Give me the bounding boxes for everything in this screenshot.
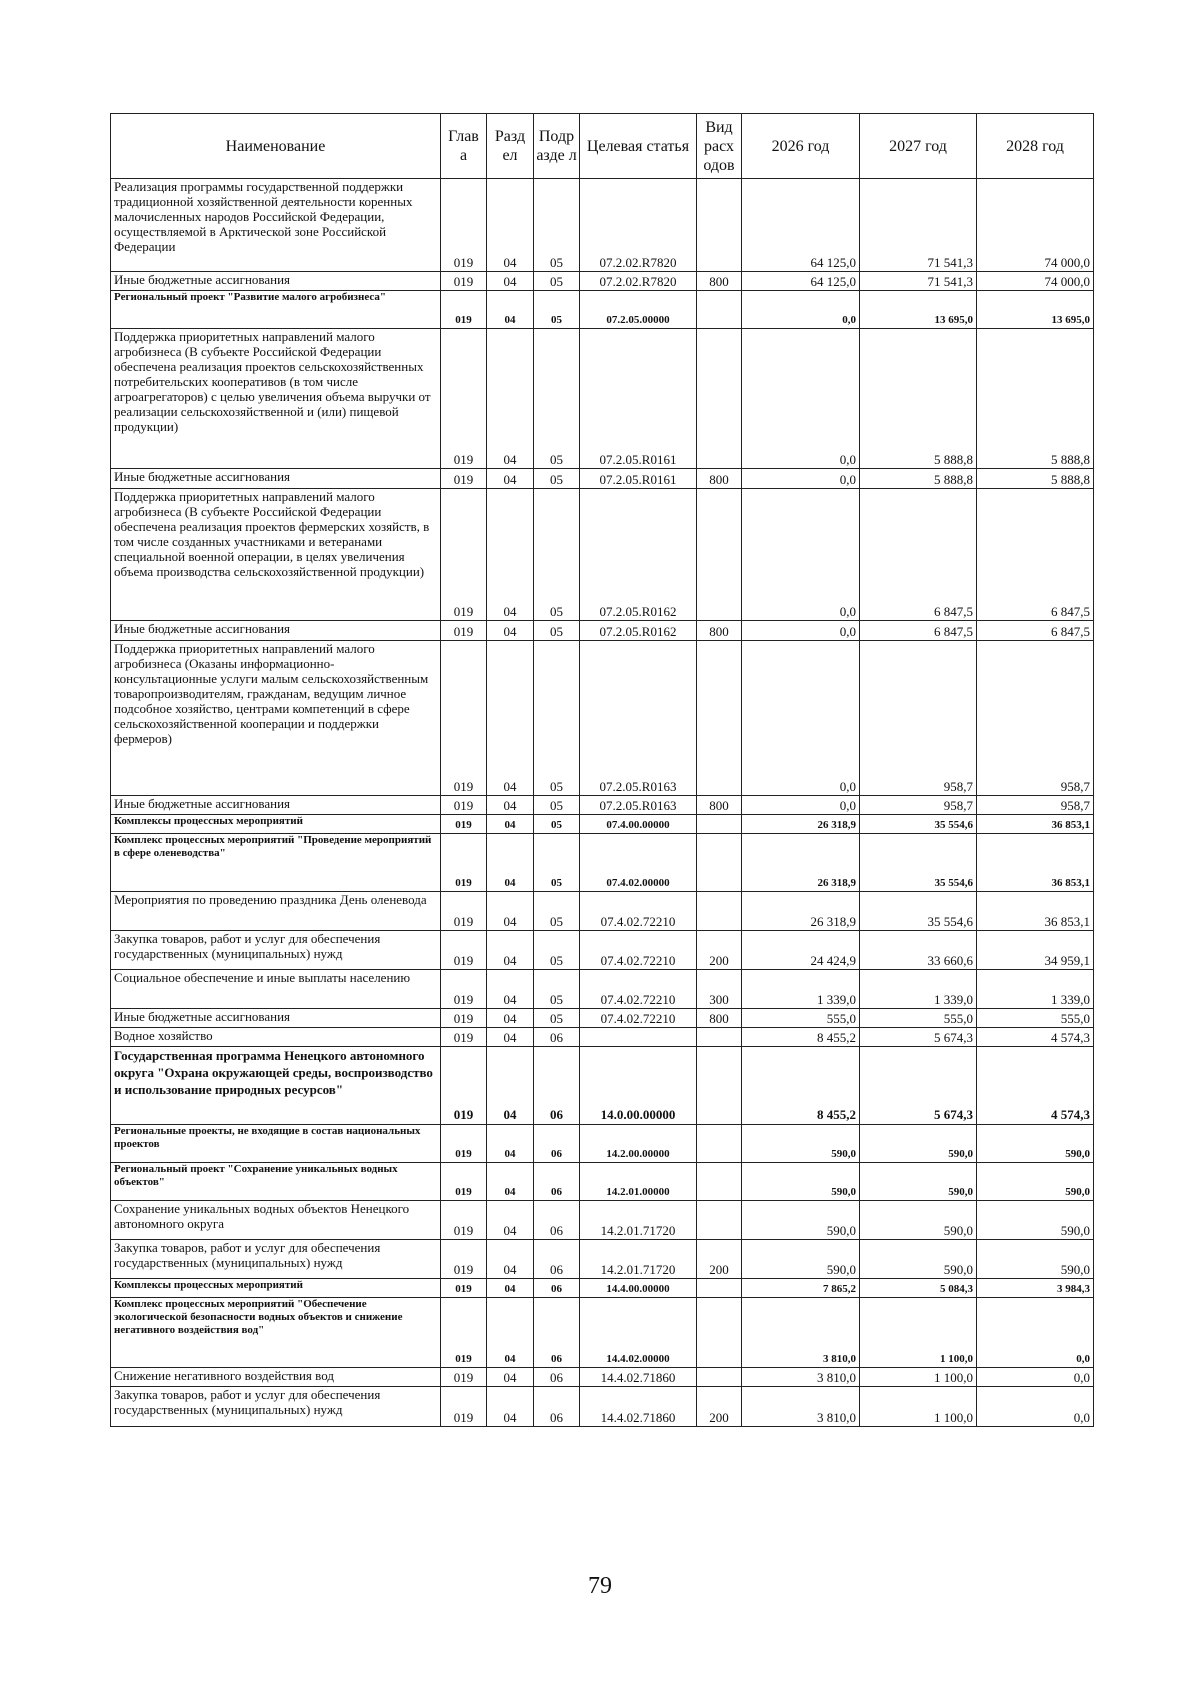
cell-subsection: 05 [534, 469, 580, 489]
cell-subsection: 06 [534, 1163, 580, 1201]
header-name: Наименование [111, 114, 441, 179]
cell-2028: 36 853,1 [977, 834, 1094, 892]
cell-expense [697, 1298, 742, 1368]
cell-2028: 0,0 [977, 1368, 1094, 1387]
cell-chapter: 019 [441, 1201, 487, 1240]
cell-expense [697, 641, 742, 796]
cell-2027: 5 674,3 [860, 1028, 977, 1047]
cell-name: Поддержка приоритетных направлений малого агробизнеса (Оказаны информационно-консультационные услуги малым сельскохозяйственным товаропроизводителям, гражданам, ведущим личное подсобное хозяйство, центрами компетенций в сфере сельскохозяйственной кооперации и поддержки фермеров) [111, 641, 441, 796]
cell-2028: 74 000,0 [977, 179, 1094, 272]
cell-2026: 8 455,2 [742, 1028, 860, 1047]
cell-2026: 590,0 [742, 1163, 860, 1201]
cell-2026: 7 865,2 [742, 1279, 860, 1298]
cell-2026: 0,0 [742, 291, 860, 329]
table-row [111, 1028, 1094, 1047]
cell-section: 04 [487, 272, 534, 291]
table-row [111, 272, 1094, 291]
cell-subsection: 06 [534, 1047, 580, 1125]
cell-chapter: 019 [441, 469, 487, 489]
cell-chapter: 019 [441, 621, 487, 641]
cell-2028: 5 888,8 [977, 329, 1094, 469]
cell-2028: 4 574,3 [977, 1028, 1094, 1047]
cell-chapter: 019 [441, 1298, 487, 1368]
cell-name: Поддержка приоритетных направлений малого агробизнеса (В субъекте Российской Федерации обеспечена реализация проектов фермерских хозяйств, в том числе созданных участниками и ветеранами специальной военной операции, в целях увеличения объема производства сельскохозяйственной продукции) [111, 489, 441, 621]
cell-expense [697, 834, 742, 892]
cell-expense [697, 329, 742, 469]
cell-section: 04 [487, 892, 534, 931]
cell-2026: 1 339,0 [742, 970, 860, 1009]
cell-2026: 26 318,9 [742, 815, 860, 834]
cell-name: Иные бюджетные ассигнования [111, 469, 441, 489]
cell-section: 04 [487, 641, 534, 796]
cell-section: 04 [487, 796, 534, 815]
cell-name: Иные бюджетные ассигнования [111, 272, 441, 291]
cell-target: 07.2.05.00000 [580, 291, 697, 329]
cell-name: Комплексы процессных мероприятий [111, 1279, 441, 1298]
table-row [111, 641, 1094, 796]
cell-subsection: 06 [534, 1279, 580, 1298]
table-row [111, 892, 1094, 931]
cell-2027: 958,7 [860, 796, 977, 815]
cell-2026: 3 810,0 [742, 1387, 860, 1427]
cell-subsection: 05 [534, 489, 580, 621]
table-row [111, 1009, 1094, 1028]
cell-name: Закупка товаров, работ и услуг для обеспечения государственных (муниципальных) нужд [111, 1240, 441, 1279]
cell-name: Комплекс процессных мероприятий "Обеспечение экологической безопасности водных объектов и снижение негативного воздействия вод" [111, 1298, 441, 1368]
cell-expense [697, 892, 742, 931]
cell-2027: 71 541,3 [860, 272, 977, 291]
cell-2027: 1 100,0 [860, 1298, 977, 1368]
cell-name: Иные бюджетные ассигнования [111, 621, 441, 641]
cell-section: 04 [487, 621, 534, 641]
cell-2026: 0,0 [742, 489, 860, 621]
table-row [111, 179, 1094, 272]
cell-name: Региональные проекты, не входящие в состав национальных проектов [111, 1125, 441, 1163]
cell-chapter: 019 [441, 272, 487, 291]
cell-subsection: 05 [534, 796, 580, 815]
budget-table [110, 113, 1094, 1427]
cell-section: 04 [487, 931, 534, 970]
cell-expense: 300 [697, 970, 742, 1009]
cell-chapter: 019 [441, 1028, 487, 1047]
table-row [111, 1240, 1094, 1279]
cell-name: Снижение негативного воздействия вод [111, 1368, 441, 1387]
cell-subsection: 05 [534, 329, 580, 469]
cell-2028: 590,0 [977, 1163, 1094, 1201]
cell-expense [697, 489, 742, 621]
cell-section: 04 [487, 469, 534, 489]
cell-target: 07.4.02.72210 [580, 931, 697, 970]
cell-subsection: 05 [534, 834, 580, 892]
cell-subsection: 06 [534, 1125, 580, 1163]
table-row [111, 796, 1094, 815]
cell-2027: 5 084,3 [860, 1279, 977, 1298]
cell-section: 04 [487, 970, 534, 1009]
cell-section: 04 [487, 1240, 534, 1279]
cell-name: Региональный проект "Развитие малого агробизнеса" [111, 291, 441, 329]
cell-target: 07.2.05.R0163 [580, 796, 697, 815]
cell-chapter: 019 [441, 892, 487, 931]
cell-expense: 800 [697, 1009, 742, 1028]
cell-chapter: 019 [441, 329, 487, 469]
cell-2027: 590,0 [860, 1163, 977, 1201]
cell-expense [697, 1028, 742, 1047]
cell-name: Мероприятия по проведению праздника День оленевода [111, 892, 441, 931]
table-row [111, 1047, 1094, 1125]
cell-section: 04 [487, 834, 534, 892]
cell-subsection: 05 [534, 892, 580, 931]
table-row [111, 1201, 1094, 1240]
cell-subsection: 05 [534, 815, 580, 834]
table-row [111, 931, 1094, 970]
header-2027: 2027 год [860, 114, 977, 179]
cell-chapter: 019 [441, 1163, 487, 1201]
cell-expense [697, 1163, 742, 1201]
cell-section: 04 [487, 1163, 534, 1201]
cell-2027: 71 541,3 [860, 179, 977, 272]
cell-2026: 64 125,0 [742, 179, 860, 272]
header-chapter: Глав а [441, 114, 487, 179]
cell-2028: 74 000,0 [977, 272, 1094, 291]
cell-target: 07.4.02.72210 [580, 892, 697, 931]
cell-name: Социальное обеспечение и иные выплаты населению [111, 970, 441, 1009]
header-subsection: Подр азде л [534, 114, 580, 179]
cell-2028: 590,0 [977, 1201, 1094, 1240]
cell-2027: 6 847,5 [860, 621, 977, 641]
cell-target: 07.4.00.00000 [580, 815, 697, 834]
cell-target: 07.2.05.R0162 [580, 621, 697, 641]
cell-2027: 5 888,8 [860, 329, 977, 469]
cell-2026: 64 125,0 [742, 272, 860, 291]
cell-2027: 1 100,0 [860, 1387, 977, 1427]
table-row [111, 329, 1094, 469]
cell-subsection: 05 [534, 1009, 580, 1028]
cell-2027: 5 674,3 [860, 1047, 977, 1125]
table-row [111, 970, 1094, 1009]
cell-subsection: 05 [534, 272, 580, 291]
cell-chapter: 019 [441, 489, 487, 621]
cell-2026: 590,0 [742, 1240, 860, 1279]
cell-expense [697, 1201, 742, 1240]
cell-subsection: 05 [534, 179, 580, 272]
cell-2028: 1 339,0 [977, 970, 1094, 1009]
table-row [111, 489, 1094, 621]
cell-2027: 1 339,0 [860, 970, 977, 1009]
cell-name: Иные бюджетные ассигнования [111, 796, 441, 815]
cell-2027: 33 660,6 [860, 931, 977, 970]
cell-2028: 958,7 [977, 796, 1094, 815]
cell-chapter: 019 [441, 1125, 487, 1163]
cell-target: 07.2.05.R0162 [580, 489, 697, 621]
cell-name: Иные бюджетные ассигнования [111, 1009, 441, 1028]
cell-target: 07.4.02.00000 [580, 834, 697, 892]
cell-chapter: 019 [441, 815, 487, 834]
cell-2028: 5 888,8 [977, 469, 1094, 489]
cell-target: 14.2.00.00000 [580, 1125, 697, 1163]
cell-2028: 590,0 [977, 1240, 1094, 1279]
cell-chapter: 019 [441, 1368, 487, 1387]
cell-subsection: 06 [534, 1298, 580, 1368]
cell-name: Закупка товаров, работ и услуг для обеспечения государственных (муниципальных) нужд [111, 931, 441, 970]
table-row [111, 1125, 1094, 1163]
cell-section: 04 [487, 1368, 534, 1387]
table-row [111, 1298, 1094, 1368]
cell-target: 07.2.02.R7820 [580, 179, 697, 272]
cell-chapter: 019 [441, 796, 487, 815]
cell-2026: 0,0 [742, 796, 860, 815]
cell-target: 14.2.01.00000 [580, 1163, 697, 1201]
cell-chapter: 019 [441, 970, 487, 1009]
cell-section: 04 [487, 1047, 534, 1125]
cell-2027: 35 554,6 [860, 834, 977, 892]
cell-section: 04 [487, 489, 534, 621]
cell-2028: 6 847,5 [977, 621, 1094, 641]
cell-2027: 555,0 [860, 1009, 977, 1028]
cell-2028: 34 959,1 [977, 931, 1094, 970]
cell-target: 14.4.02.71860 [580, 1387, 697, 1427]
table-row [111, 1368, 1094, 1387]
cell-2027: 13 695,0 [860, 291, 977, 329]
table-row [111, 1279, 1094, 1298]
table-row [111, 815, 1094, 834]
cell-section: 04 [487, 1387, 534, 1427]
cell-chapter: 019 [441, 1387, 487, 1427]
table-row [111, 1163, 1094, 1201]
cell-expense [697, 1279, 742, 1298]
cell-target: 14.4.00.00000 [580, 1279, 697, 1298]
cell-target: 07.2.05.R0161 [580, 329, 697, 469]
cell-2028: 6 847,5 [977, 489, 1094, 621]
cell-2028: 0,0 [977, 1298, 1094, 1368]
cell-2027: 35 554,6 [860, 815, 977, 834]
cell-subsection: 06 [534, 1368, 580, 1387]
cell-section: 04 [487, 179, 534, 272]
cell-2027: 35 554,6 [860, 892, 977, 931]
cell-2026: 3 810,0 [742, 1368, 860, 1387]
cell-2027: 590,0 [860, 1125, 977, 1163]
cell-name: Государственная программа Ненецкого автономного округа "Охрана окружающей среды, воспроизводство и использование природных ресурсов" [111, 1047, 441, 1125]
cell-target: 07.2.02.R7820 [580, 272, 697, 291]
cell-target: 14.2.01.71720 [580, 1240, 697, 1279]
cell-2026: 8 455,2 [742, 1047, 860, 1125]
cell-expense [697, 1125, 742, 1163]
table-row [111, 1387, 1094, 1427]
cell-subsection: 05 [534, 931, 580, 970]
cell-chapter: 019 [441, 1279, 487, 1298]
cell-2027: 958,7 [860, 641, 977, 796]
cell-expense: 200 [697, 1240, 742, 1279]
cell-section: 04 [487, 1009, 534, 1028]
cell-2028: 13 695,0 [977, 291, 1094, 329]
cell-section: 04 [487, 1028, 534, 1047]
cell-section: 04 [487, 1298, 534, 1368]
cell-target: 07.2.05.R0163 [580, 641, 697, 796]
cell-2026: 3 810,0 [742, 1298, 860, 1368]
cell-name: Комплексы процессных мероприятий [111, 815, 441, 834]
cell-target: 14.2.01.71720 [580, 1201, 697, 1240]
cell-2026: 0,0 [742, 621, 860, 641]
cell-name: Сохранение уникальных водных объектов Ненецкого автономного округа [111, 1201, 441, 1240]
cell-2027: 590,0 [860, 1240, 977, 1279]
cell-section: 04 [487, 1201, 534, 1240]
cell-2028: 4 574,3 [977, 1047, 1094, 1125]
cell-2026: 0,0 [742, 329, 860, 469]
cell-expense: 800 [697, 621, 742, 641]
cell-2028: 36 853,1 [977, 892, 1094, 931]
cell-subsection: 06 [534, 1387, 580, 1427]
cell-section: 04 [487, 1279, 534, 1298]
cell-2028: 3 984,3 [977, 1279, 1094, 1298]
cell-target [580, 1028, 697, 1047]
cell-section: 04 [487, 815, 534, 834]
cell-subsection: 06 [534, 1240, 580, 1279]
cell-chapter: 019 [441, 834, 487, 892]
cell-2028: 555,0 [977, 1009, 1094, 1028]
cell-chapter: 019 [441, 1009, 487, 1028]
cell-2027: 1 100,0 [860, 1368, 977, 1387]
cell-chapter: 019 [441, 1047, 487, 1125]
cell-target: 14.4.02.00000 [580, 1298, 697, 1368]
cell-section: 04 [487, 1125, 534, 1163]
header-expense: Вид расх одов [697, 114, 742, 179]
cell-subsection: 06 [534, 1201, 580, 1240]
cell-expense: 200 [697, 1387, 742, 1427]
cell-2028: 590,0 [977, 1125, 1094, 1163]
cell-2027: 590,0 [860, 1201, 977, 1240]
cell-expense: 200 [697, 931, 742, 970]
cell-expense [697, 815, 742, 834]
cell-subsection: 05 [534, 641, 580, 796]
cell-2026: 590,0 [742, 1125, 860, 1163]
cell-subsection: 05 [534, 291, 580, 329]
header-2026: 2026 год [742, 114, 860, 179]
cell-expense: 800 [697, 469, 742, 489]
cell-2028: 958,7 [977, 641, 1094, 796]
cell-expense: 800 [697, 272, 742, 291]
cell-target: 14.0.00.00000 [580, 1047, 697, 1125]
cell-chapter: 019 [441, 931, 487, 970]
cell-name: Водное хозяйство [111, 1028, 441, 1047]
table-header-row [111, 114, 1094, 179]
cell-expense: 800 [697, 796, 742, 815]
cell-target: 07.2.05.R0161 [580, 469, 697, 489]
header-section: Разд ел [487, 114, 534, 179]
cell-target: 07.4.02.72210 [580, 1009, 697, 1028]
table-row [111, 834, 1094, 892]
cell-chapter: 019 [441, 179, 487, 272]
page-number: 79 [588, 1573, 612, 1599]
table-row [111, 291, 1094, 329]
cell-2026: 26 318,9 [742, 834, 860, 892]
cell-name: Комплекс процессных мероприятий "Проведение мероприятий в сфере оленеводства" [111, 834, 441, 892]
cell-name: Реализация программы государственной поддержки традиционной хозяйственной деятельности коренных малочисленных народов Российской Федерации, осуществляемой в Арктической зоне Российской Федерации [111, 179, 441, 272]
cell-2026: 555,0 [742, 1009, 860, 1028]
cell-target: 07.4.02.72210 [580, 970, 697, 1009]
cell-name: Региональный проект "Сохранение уникальных водных объектов" [111, 1163, 441, 1201]
cell-subsection: 05 [534, 970, 580, 1009]
cell-2026: 590,0 [742, 1201, 860, 1240]
cell-expense [697, 179, 742, 272]
cell-2026: 0,0 [742, 641, 860, 796]
table-row [111, 621, 1094, 641]
cell-section: 04 [487, 291, 534, 329]
cell-expense [697, 291, 742, 329]
cell-subsection: 05 [534, 621, 580, 641]
cell-2028: 36 853,1 [977, 815, 1094, 834]
cell-2026: 26 318,9 [742, 892, 860, 931]
cell-chapter: 019 [441, 291, 487, 329]
cell-2026: 0,0 [742, 469, 860, 489]
cell-2028: 0,0 [977, 1387, 1094, 1427]
table-row [111, 469, 1094, 489]
cell-chapter: 019 [441, 641, 487, 796]
cell-name: Закупка товаров, работ и услуг для обеспечения государственных (муниципальных) нужд [111, 1387, 441, 1427]
header-target: Целевая статья [580, 114, 697, 179]
header-2028: 2028 год [977, 114, 1094, 179]
cell-name: Поддержка приоритетных направлений малого агробизнеса (В субъекте Российской Федерации обеспечена реализация проектов сельскохозяйственных потребительских кооперативов (в том числе агроагрегаторов) с целью увеличения объема выручки от реализации сельскохозяйственной и (или) пищевой продукции) [111, 329, 441, 469]
cell-expense [697, 1368, 742, 1387]
cell-subsection: 06 [534, 1028, 580, 1047]
cell-2027: 6 847,5 [860, 489, 977, 621]
cell-target: 14.4.02.71860 [580, 1368, 697, 1387]
cell-2026: 24 424,9 [742, 931, 860, 970]
cell-expense [697, 1047, 742, 1125]
cell-2027: 5 888,8 [860, 469, 977, 489]
cell-section: 04 [487, 329, 534, 469]
cell-chapter: 019 [441, 1240, 487, 1279]
